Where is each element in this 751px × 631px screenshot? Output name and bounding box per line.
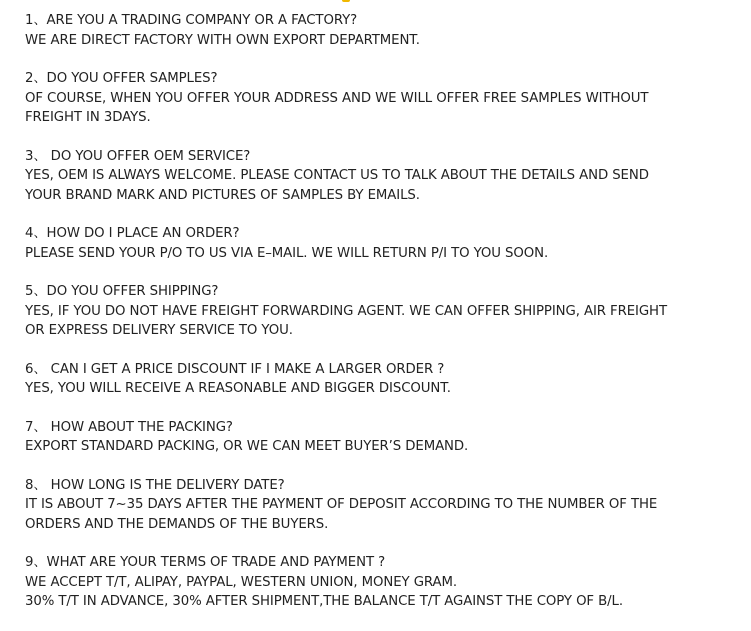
faq-item-9 xyxy=(25,553,725,612)
faq-question: 5、DO YOU OFFER SHIPPING? xyxy=(25,284,219,299)
faq-question: 6、 CAN I GET A PRICE DISCOUNT IF I MAKE A LARGER ORDER ? xyxy=(25,361,445,377)
faq-item-5 xyxy=(25,282,725,341)
faq-item-4 xyxy=(25,224,725,263)
faq-question: 1、ARE YOU A TRADING COMPANY OR A FACTORY? xyxy=(25,13,358,28)
faq-question: 2、DO YOU OFFER SAMPLES? xyxy=(25,71,218,86)
faq-list xyxy=(25,11,725,631)
faq-answer-line: EXPORT STANDARD PACKING, OR WE CAN MEET BUYER’S DEMAND. xyxy=(25,439,469,454)
faq-question: 7、 HOW ABOUT THE PACKING? xyxy=(25,419,233,435)
faq-answer-line: 30% T/T IN ADVANCE, 30% AFTER SHIPMENT,THE BALANCE T/T AGAINST THE COPY OF B/L. xyxy=(25,594,623,609)
faq-answer-line: YES, IF YOU DO NOT HAVE FREIGHT FORWARDING AGENT. WE CAN OFFER SHIPPING, AIR FREIGHT xyxy=(25,303,667,319)
faq-item-1 xyxy=(25,11,725,50)
faq-answer-line: FREIGHT IN 3DAYS. xyxy=(25,110,151,125)
faq-answer-line: WE ACCEPT T/T, ALIPAY, PAYPAL, WESTERN UNION, MONEY GRAM. xyxy=(25,574,457,590)
faq-item-7 xyxy=(25,418,725,457)
faq-answer-line: ORDERS AND THE DEMANDS OF THE BUYERS. xyxy=(25,516,329,532)
faq-item-8 xyxy=(25,476,725,535)
faq-question: 8、 HOW LONG IS THE DELIVERY DATE? xyxy=(25,477,285,493)
faq-answer-line: PLEASE SEND YOUR P/O TO US VIA E–MAIL. WE WILL RETURN P/I TO YOU SOON. xyxy=(25,245,549,261)
faq-question: 4、HOW DO I PLACE AN ORDER? xyxy=(25,226,240,241)
top-accent-mark xyxy=(342,0,350,2)
faq-answer-line: YES, YOU WILL RECEIVE A REASONABLE AND BIGGER DISCOUNT. xyxy=(25,381,451,396)
faq-item-6 xyxy=(25,360,725,399)
faq-answer-line: IT IS ABOUT 7~35 DAYS AFTER THE PAYMENT OF DEPOSIT ACCORDING TO THE NUMBER OF THE xyxy=(25,497,658,512)
faq-question: 9、WHAT ARE YOUR TERMS OF TRADE AND PAYMENT ? xyxy=(25,555,386,570)
faq-answer-line: OR EXPRESS DELIVERY SERVICE TO YOU. xyxy=(25,323,293,338)
faq-item-2 xyxy=(25,69,725,128)
faq-answer-line: YES, OEM IS ALWAYS WELCOME. PLEASE CONTACT US TO TALK ABOUT THE DETAILS AND SEND xyxy=(25,168,649,183)
faq-answer-line: YOUR BRAND MARK AND PICTURES OF SAMPLES BY EMAILS. xyxy=(25,187,420,203)
faq-item-3 xyxy=(25,147,725,206)
faq-answer-line: WE ARE DIRECT FACTORY WITH OWN EXPORT DEPARTMENT. xyxy=(25,32,420,48)
faq-answer-line: OF COURSE, WHEN YOU OFFER YOUR ADDRESS AND WE WILL OFFER FREE SAMPLES WITHOUT xyxy=(25,90,649,106)
faq-question: 3、 DO YOU OFFER OEM SERVICE? xyxy=(25,148,251,164)
